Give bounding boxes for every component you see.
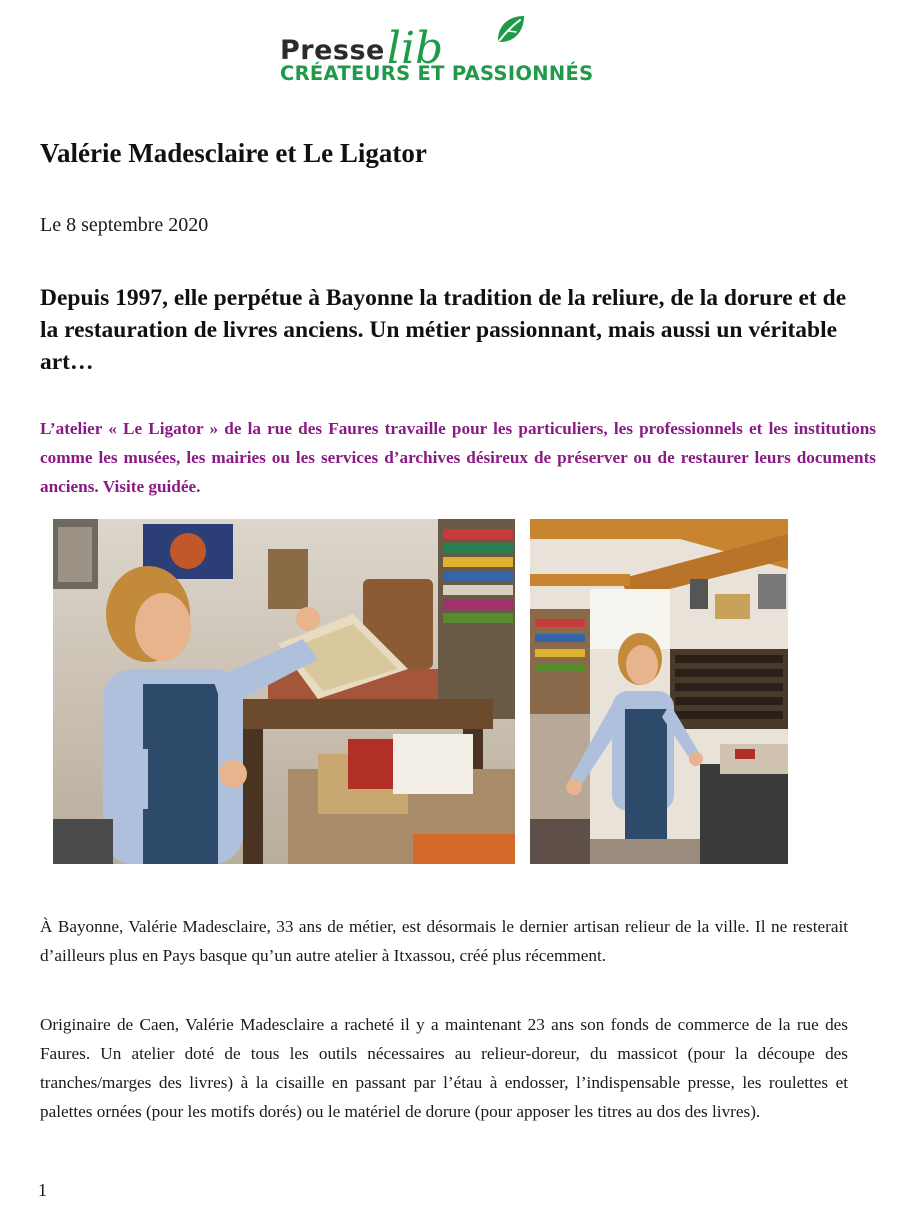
brand-script: lib — [386, 22, 444, 74]
article-paragraph: À Bayonne, Valérie Madesclaire, 33 ans de métier, est désormais le dernier artisan relieur de la ville. Il ne resterait d’ailleurs plus en Pays basque qu’un autre atelier à Itxassou, créé plus récemment. — [40, 917, 848, 965]
article-date: Le 8 septembre 2020 — [40, 214, 209, 236]
masthead-logo — [280, 6, 630, 86]
workshop-photo-press — [53, 519, 515, 864]
tagline: CRÉATEURS ET PASSIONNÉS — [280, 62, 594, 85]
page-number: 1 — [38, 1180, 47, 1200]
article-title: Valérie Madesclaire et Le Ligator — [40, 138, 427, 168]
leaf-icon — [494, 12, 528, 46]
workshop-photo-atelier — [530, 519, 788, 864]
article-subtitle: Depuis 1997, elle perpétue à Bayonne la tradition de la reliure, de la dorure et de la restauration de livres anciens. Un métier passionnant, mais aussi un véritable art… — [40, 285, 847, 375]
article-lead: L’atelier « Le Ligator » de la rue des Faures travaille pour les particuliers, les professionnels et les institutions comme les musées, les mairies ou les services d’archives désireux de préserver ou de restaurer leurs documents anciens. Visite guidée. — [40, 419, 876, 496]
brand-word: Presse — [280, 35, 385, 66]
brand-line — [280, 22, 444, 74]
article-paragraph: Originaire de Caen, Valérie Madesclaire a racheté il y a maintenant 23 ans son fonds de commerce de la rue des Faures. Un atelier doté de tous les outils nécessaires au relieur-doreur, du massicot (pour la découpe des tranches/marges des livres) à la cisaille en passant par l’étau à endosser, l’indispensable presse, les roulettes et palettes ornées (pour les motifs dorés) ou le matériel de dorure (pour apposer les titres au dos des livres). — [40, 1015, 848, 1121]
